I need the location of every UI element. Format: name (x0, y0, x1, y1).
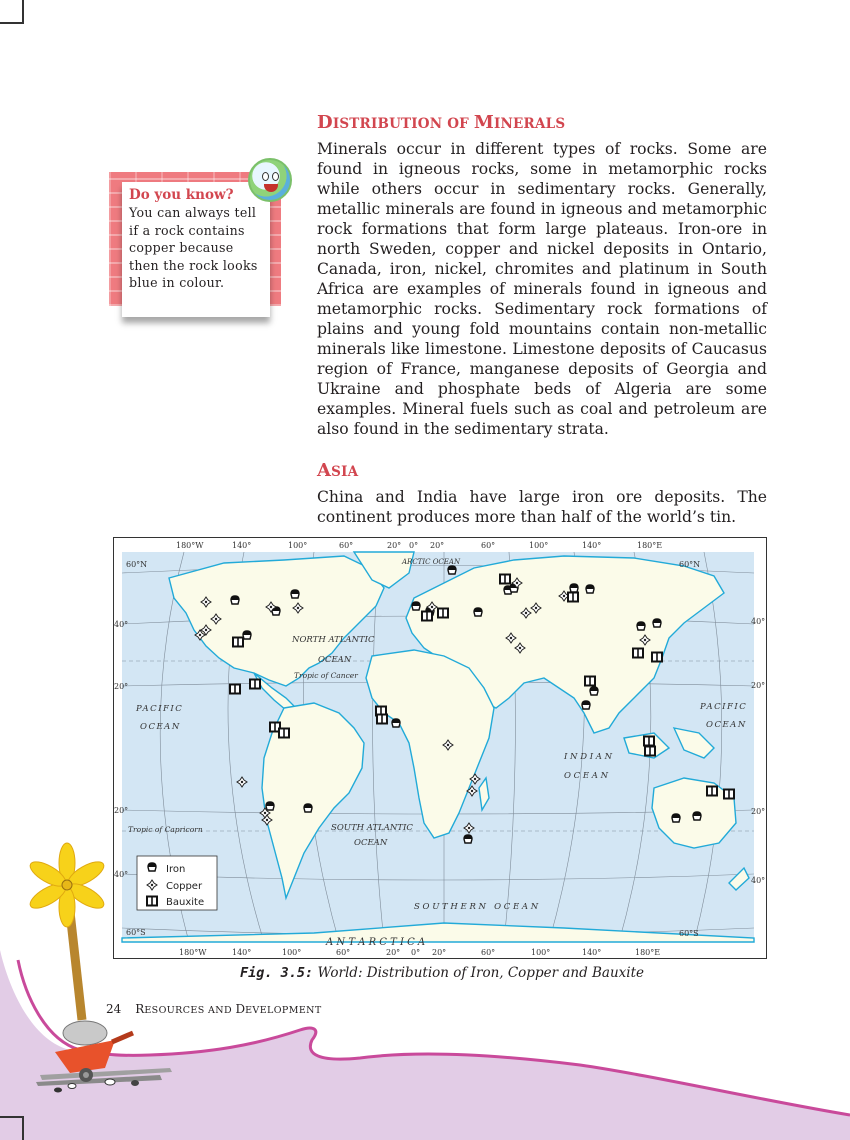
svg-text:140°: 140° (232, 948, 252, 957)
heading-smallcaps: SIA (331, 464, 359, 480)
svg-text:20°: 20° (430, 541, 445, 550)
windmill-illustration (27, 843, 108, 1020)
crop-mark-bottom (0, 1116, 24, 1140)
heading-cap: D (317, 112, 333, 133)
label-pacific-right: OCEAN (706, 720, 747, 730)
do-you-know-card (122, 182, 270, 317)
label-north-atlantic: NORTH ATLANTIC (292, 635, 375, 645)
map-legend (137, 856, 217, 910)
svg-text:60°: 60° (481, 541, 496, 550)
page-footer (106, 1002, 322, 1016)
figure-caption (240, 965, 644, 981)
legend-label-bauxite: Bauxite (166, 897, 205, 908)
iron-icon (148, 863, 156, 871)
label-indian-ocean: I N D I A N (564, 752, 613, 762)
paragraph-asia: China and India have large iron ore deposits. The continent produces more than half of the world’s tin. (317, 488, 767, 526)
paragraph-distribution: Minerals occur in different types of rocks. Some are found in igneous rocks, some in metamorphic rocks while others occur in sedimentary rocks. Generally, metallic minerals are found in igneous and metamorphic rock formations that form large plateaus. Iron-ore in north Sweden, copper and nickel deposits in Ontario, Canada, iron, nickel, chromites and platinum in South Africa are examples of minerals found in igneous and metamorphic rocks. Sedimentary rock formations of plains and young fold mountains contain non-metallic minerals like limestone. Limestone deposits of Caucasus region of France, manganese deposits of Georgia and Ukraine and phosphate beds of Algeria are some examples. Mineral fuels such as coal and petroleum are also found in the sedimentary strata. (317, 140, 767, 438)
heading-cap: A (317, 460, 332, 481)
do-you-know-box (109, 170, 284, 320)
svg-text:60°: 60° (336, 948, 351, 957)
svg-text:100°: 100° (531, 948, 551, 957)
svg-text:140°: 140° (582, 541, 602, 550)
svg-text:60°: 60° (339, 541, 354, 550)
figure-title: World: Distribution of Iron, Copper and Bauxite (313, 965, 645, 981)
label-tropic-cancer: Tropic of Cancer (294, 671, 358, 680)
svg-text:20°: 20° (432, 948, 447, 957)
legend-label-iron: Iron (166, 864, 186, 875)
lat-label: 40° (751, 876, 766, 885)
lat-label: 40° (114, 870, 129, 879)
lat-label: 20° (114, 682, 129, 691)
svg-text:180°W: 180°W (176, 541, 204, 550)
label-pacific-left: OCEAN (140, 722, 181, 732)
label-south-atlantic: SOUTH ATLANTIC (331, 823, 413, 833)
lat-label: 60°S (679, 929, 699, 938)
label-arctic-ocean: ARCTIC OCEAN (402, 558, 461, 566)
svg-text:0°: 0° (411, 948, 421, 957)
bauxite-icon (147, 897, 157, 906)
page-number: 24 (106, 1002, 122, 1016)
svg-text:20°: 20° (387, 541, 402, 550)
heading-smallcaps: ISTRIBUTION OF (332, 116, 474, 132)
svg-text:0°: 0° (409, 541, 419, 550)
lat-label: 20° (751, 807, 766, 816)
svg-text:180°E: 180°E (635, 948, 661, 957)
label-south-atlantic: OCEAN (354, 838, 388, 848)
svg-text:20°: 20° (386, 948, 401, 957)
lat-label: 20° (114, 806, 129, 815)
heading-cap: M (473, 112, 494, 133)
crop-mark-top (0, 0, 24, 24)
lat-label: 40° (751, 617, 766, 626)
label-pacific-right: PACIFIC (700, 702, 748, 712)
running-title: RESOURCES AND DEVELOPMENT (135, 1002, 322, 1016)
label-indian-ocean: O C E A N (564, 771, 609, 781)
lat-label: 60°N (126, 560, 148, 569)
svg-text:100°: 100° (288, 541, 308, 550)
svg-text:100°: 100° (282, 948, 302, 957)
label-tropic-capricorn: Tropic of Capricorn (128, 825, 203, 834)
svg-text:100°: 100° (529, 541, 549, 550)
label-southern-ocean: S O U T H E R N O C E A N (414, 902, 539, 912)
label-pacific-left: PACIFIC (136, 704, 184, 714)
do-you-know-title: Do you know? (129, 187, 234, 203)
legend-label-copper: Copper (166, 881, 203, 892)
label-antarctica: A N T A R C T I C A (326, 937, 426, 948)
svg-text:140°: 140° (582, 948, 602, 957)
heading-smallcaps: INERALS (493, 116, 566, 132)
smiling-globe-icon (248, 158, 292, 202)
svg-text:180°E: 180°E (637, 541, 663, 550)
map-canvas (114, 538, 766, 958)
figure-number: Fig. 3.5: (240, 965, 314, 981)
do-you-know-text: You can always tell if a rock contains copper because then the rock looks blue in colour. (129, 205, 258, 290)
lat-label: 60°S (126, 928, 146, 937)
section-heading-asia (317, 460, 358, 481)
world-minerals-map (113, 537, 767, 959)
section-heading-distribution-of-minerals (317, 112, 565, 133)
svg-text:60°: 60° (481, 948, 496, 957)
svg-text:140°: 140° (232, 541, 252, 550)
lat-label: 40° (114, 620, 129, 629)
label-north-atlantic: OCEAN (318, 655, 352, 665)
lat-label: 60°N (679, 560, 701, 569)
lat-label: 20° (751, 681, 766, 690)
svg-text:180°W: 180°W (179, 948, 207, 957)
